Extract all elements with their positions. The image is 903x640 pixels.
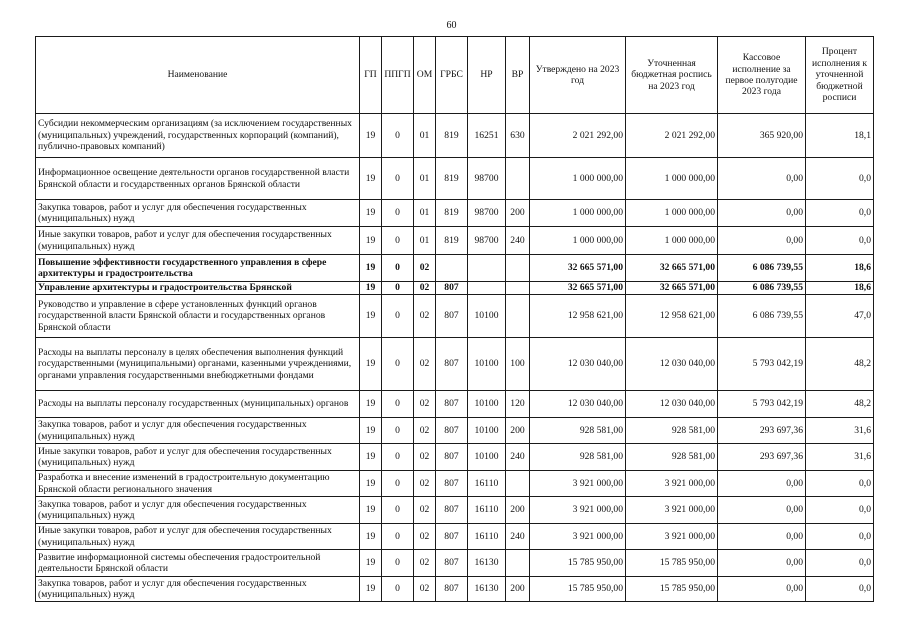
header-name: Наименование	[36, 37, 360, 114]
row-cash: 0,00	[718, 200, 806, 227]
row-percent: 0,0	[806, 524, 874, 550]
row-om: 02	[414, 471, 436, 497]
row-percent: 18,1	[806, 114, 874, 158]
row-ppgp: 0	[382, 282, 414, 295]
row-revised: 928 581,00	[626, 418, 718, 444]
row-approved: 32 665 571,00	[530, 255, 626, 282]
row-gp: 19	[360, 418, 382, 444]
row-np: 16110	[468, 497, 506, 524]
row-approved: 1 000 000,00	[530, 200, 626, 227]
row-percent: 0,0	[806, 200, 874, 227]
row-np: 16130	[468, 550, 506, 577]
row-ppgp: 0	[382, 227, 414, 255]
row-cash: 6 086 739,55	[718, 282, 806, 295]
table-row	[36, 497, 874, 524]
row-cash: 6 086 739,55	[718, 295, 806, 338]
row-om: 02	[414, 255, 436, 282]
row-name: Развитие информационной системы обеспечения градостроительной деятельности Брянской области	[36, 550, 360, 577]
row-approved: 3 921 000,00	[530, 497, 626, 524]
row-ppgp: 0	[382, 391, 414, 418]
row-vr: 200	[506, 497, 530, 524]
row-percent: 0,0	[806, 550, 874, 577]
row-om: 01	[414, 200, 436, 227]
row-gp: 19	[360, 497, 382, 524]
row-om: 02	[414, 550, 436, 577]
row-om: 02	[414, 524, 436, 550]
row-approved: 12 030 040,00	[530, 391, 626, 418]
row-revised: 15 785 950,00	[626, 550, 718, 577]
row-revised: 928 581,00	[626, 444, 718, 471]
row-grbs: 807	[436, 550, 468, 577]
row-np: 10100	[468, 444, 506, 471]
row-om: 02	[414, 295, 436, 338]
table-row	[36, 282, 874, 295]
row-cash: 6 086 739,55	[718, 255, 806, 282]
row-grbs: 807	[436, 418, 468, 444]
row-gp: 19	[360, 255, 382, 282]
row-revised: 32 665 571,00	[626, 255, 718, 282]
row-grbs: 807	[436, 444, 468, 471]
row-ppgp: 0	[382, 200, 414, 227]
row-revised: 12 030 040,00	[626, 391, 718, 418]
row-percent: 31,6	[806, 444, 874, 471]
row-np: 98700	[468, 158, 506, 200]
row-om: 02	[414, 577, 436, 602]
row-name: Закупка товаров, работ и услуг для обеспечения государственных (муниципальных) нужд	[36, 497, 360, 524]
row-vr	[506, 295, 530, 338]
header-grbs: ГРБС	[436, 37, 468, 114]
row-percent: 0,0	[806, 497, 874, 524]
row-name: Расходы на выплаты персоналу в целях обеспечения выполнения функций государственными (муниципальными) органами, казенными учреждениями, органами управления государственными внебюджетными фондами	[36, 338, 360, 391]
row-ppgp: 0	[382, 444, 414, 471]
table-row	[36, 550, 874, 577]
row-approved: 3 921 000,00	[530, 524, 626, 550]
row-np	[468, 282, 506, 295]
table-row	[36, 524, 874, 550]
row-percent: 18,6	[806, 282, 874, 295]
row-np: 16130	[468, 577, 506, 602]
row-revised: 3 921 000,00	[626, 471, 718, 497]
table-row	[36, 255, 874, 282]
header-percent: Процент исполнения к уточненной бюджетной росписи	[806, 37, 874, 114]
row-gp: 19	[360, 550, 382, 577]
row-approved: 928 581,00	[530, 444, 626, 471]
row-cash: 5 793 042,19	[718, 338, 806, 391]
row-grbs: 807	[436, 497, 468, 524]
row-np: 16110	[468, 471, 506, 497]
row-np: 16251	[468, 114, 506, 158]
row-np: 10100	[468, 391, 506, 418]
row-gp: 19	[360, 391, 382, 418]
row-revised: 3 921 000,00	[626, 524, 718, 550]
row-revised: 1 000 000,00	[626, 227, 718, 255]
row-gp: 19	[360, 295, 382, 338]
table-body	[36, 114, 874, 602]
table-row	[36, 471, 874, 497]
row-gp: 19	[360, 114, 382, 158]
row-grbs: 807	[436, 338, 468, 391]
row-np: 10100	[468, 295, 506, 338]
row-vr	[506, 255, 530, 282]
row-grbs: 819	[436, 200, 468, 227]
row-vr	[506, 550, 530, 577]
row-approved: 12 958 621,00	[530, 295, 626, 338]
row-grbs	[436, 255, 468, 282]
header-ppgp: ППГП	[382, 37, 414, 114]
row-revised: 12 030 040,00	[626, 338, 718, 391]
row-ppgp: 0	[382, 255, 414, 282]
header-np: НР	[468, 37, 506, 114]
row-vr	[506, 471, 530, 497]
row-approved: 12 030 040,00	[530, 338, 626, 391]
row-om: 01	[414, 114, 436, 158]
row-gp: 19	[360, 227, 382, 255]
row-om: 02	[414, 418, 436, 444]
table-row	[36, 338, 874, 391]
table-header-row	[36, 37, 874, 114]
row-ppgp: 0	[382, 295, 414, 338]
row-np: 98700	[468, 200, 506, 227]
row-vr: 240	[506, 524, 530, 550]
row-ppgp: 0	[382, 418, 414, 444]
row-np: 98700	[468, 227, 506, 255]
row-vr	[506, 282, 530, 295]
row-cash: 293 697,36	[718, 444, 806, 471]
row-cash: 5 793 042,19	[718, 391, 806, 418]
row-percent: 48,2	[806, 391, 874, 418]
row-cash: 0,00	[718, 227, 806, 255]
row-grbs: 807	[436, 391, 468, 418]
row-revised: 15 785 950,00	[626, 577, 718, 602]
row-name: Закупка товаров, работ и услуг для обеспечения государственных (муниципальных) нужд	[36, 200, 360, 227]
row-percent: 31,6	[806, 418, 874, 444]
row-grbs: 819	[436, 114, 468, 158]
row-percent: 0,0	[806, 471, 874, 497]
table-row	[36, 114, 874, 158]
row-gp: 19	[360, 338, 382, 391]
row-name: Закупка товаров, работ и услуг для обеспечения государственных (муниципальных) нужд	[36, 577, 360, 602]
budget-table	[35, 36, 874, 602]
header-gp: ГП	[360, 37, 382, 114]
page-number: 60	[446, 20, 457, 31]
row-name: Иные закупки товаров, работ и услуг для обеспечения государственных (муниципальных) нужд	[36, 227, 360, 255]
header-vr: ВР	[506, 37, 530, 114]
row-name: Информационное освещение деятельности органов государственной власти Брянской области и государственных органов Брянской области	[36, 158, 360, 200]
row-grbs: 819	[436, 227, 468, 255]
row-approved: 1 000 000,00	[530, 158, 626, 200]
row-cash: 0,00	[718, 158, 806, 200]
row-ppgp: 0	[382, 497, 414, 524]
row-grbs: 819	[436, 158, 468, 200]
row-ppgp: 0	[382, 524, 414, 550]
row-om: 02	[414, 338, 436, 391]
row-gp: 19	[360, 200, 382, 227]
header-approved: Утверждено на 2023 год	[530, 37, 626, 114]
row-grbs: 807	[436, 295, 468, 338]
row-om: 02	[414, 391, 436, 418]
table-row	[36, 200, 874, 227]
row-vr: 240	[506, 444, 530, 471]
row-ppgp: 0	[382, 550, 414, 577]
row-gp: 19	[360, 158, 382, 200]
table-row	[36, 418, 874, 444]
row-grbs: 807	[436, 524, 468, 550]
row-revised: 3 921 000,00	[626, 497, 718, 524]
row-om: 02	[414, 444, 436, 471]
row-cash: 365 920,00	[718, 114, 806, 158]
row-grbs: 807	[436, 282, 468, 295]
row-approved: 928 581,00	[530, 418, 626, 444]
row-vr: 120	[506, 391, 530, 418]
row-revised: 1 000 000,00	[626, 200, 718, 227]
header-om: ОМ	[414, 37, 436, 114]
row-vr: 200	[506, 200, 530, 227]
row-name: Руководство и управление в сфере установленных функций органов государственной власти Брянской области и государственных органов Брянской области	[36, 295, 360, 338]
row-approved: 2 021 292,00	[530, 114, 626, 158]
row-revised: 12 958 621,00	[626, 295, 718, 338]
row-vr: 630	[506, 114, 530, 158]
row-percent: 47,0	[806, 295, 874, 338]
row-name: Разработка и внесение изменений в градостроительную документацию Брянской области регионального значения	[36, 471, 360, 497]
row-name: Иные закупки товаров, работ и услуг для обеспечения государственных (муниципальных) нужд	[36, 524, 360, 550]
row-np: 10100	[468, 418, 506, 444]
row-percent: 0,0	[806, 227, 874, 255]
row-grbs: 807	[436, 471, 468, 497]
row-gp: 19	[360, 282, 382, 295]
table-row	[36, 227, 874, 255]
row-percent: 0,0	[806, 577, 874, 602]
row-cash: 0,00	[718, 577, 806, 602]
row-ppgp: 0	[382, 577, 414, 602]
row-om: 01	[414, 158, 436, 200]
row-vr	[506, 158, 530, 200]
row-cash: 0,00	[718, 550, 806, 577]
row-name: Субсидии некоммерческим организациям (за исключением государственных (муниципальных) учреждений, государственных корпораций (компаний), публично-правовых компаний)	[36, 114, 360, 158]
row-vr: 100	[506, 338, 530, 391]
row-np: 10100	[468, 338, 506, 391]
row-name: Расходы на выплаты персоналу государственных (муниципальных) органов	[36, 391, 360, 418]
row-cash: 293 697,36	[718, 418, 806, 444]
row-name: Повышение эффективности государственного управления в сфере архитектуры и градостроительства	[36, 255, 360, 282]
row-name: Иные закупки товаров, работ и услуг для обеспечения государственных (муниципальных) нужд	[36, 444, 360, 471]
table-row	[36, 158, 874, 200]
row-name: Управление архитектуры и градостроительства Брянской	[36, 282, 360, 295]
row-om: 01	[414, 227, 436, 255]
row-name: Закупка товаров, работ и услуг для обеспечения государственных (муниципальных) нужд	[36, 418, 360, 444]
row-vr: 240	[506, 227, 530, 255]
row-ppgp: 0	[382, 158, 414, 200]
row-approved: 3 921 000,00	[530, 471, 626, 497]
row-gp: 19	[360, 444, 382, 471]
row-cash: 0,00	[718, 471, 806, 497]
row-gp: 19	[360, 577, 382, 602]
row-revised: 32 665 571,00	[626, 282, 718, 295]
header-revised: Уточненная бюджетная роспись на 2023 год	[626, 37, 718, 114]
row-percent: 18,6	[806, 255, 874, 282]
table-row	[36, 444, 874, 471]
row-approved: 1 000 000,00	[530, 227, 626, 255]
row-vr: 200	[506, 418, 530, 444]
row-np: 16110	[468, 524, 506, 550]
row-ppgp: 0	[382, 114, 414, 158]
table-row	[36, 391, 874, 418]
row-revised: 2 021 292,00	[626, 114, 718, 158]
row-approved: 32 665 571,00	[530, 282, 626, 295]
row-ppgp: 0	[382, 471, 414, 497]
table-row	[36, 295, 874, 338]
header-cash: Кассовое исполнение за первое полугодие 2023 года	[718, 37, 806, 114]
row-om: 02	[414, 497, 436, 524]
row-np	[468, 255, 506, 282]
row-revised: 1 000 000,00	[626, 158, 718, 200]
row-percent: 0,0	[806, 158, 874, 200]
table-row	[36, 577, 874, 602]
row-om: 02	[414, 282, 436, 295]
row-ppgp: 0	[382, 338, 414, 391]
row-approved: 15 785 950,00	[530, 577, 626, 602]
row-grbs: 807	[436, 577, 468, 602]
row-approved: 15 785 950,00	[530, 550, 626, 577]
row-percent: 48,2	[806, 338, 874, 391]
row-cash: 0,00	[718, 497, 806, 524]
row-gp: 19	[360, 471, 382, 497]
row-gp: 19	[360, 524, 382, 550]
row-vr: 200	[506, 577, 530, 602]
row-cash: 0,00	[718, 524, 806, 550]
